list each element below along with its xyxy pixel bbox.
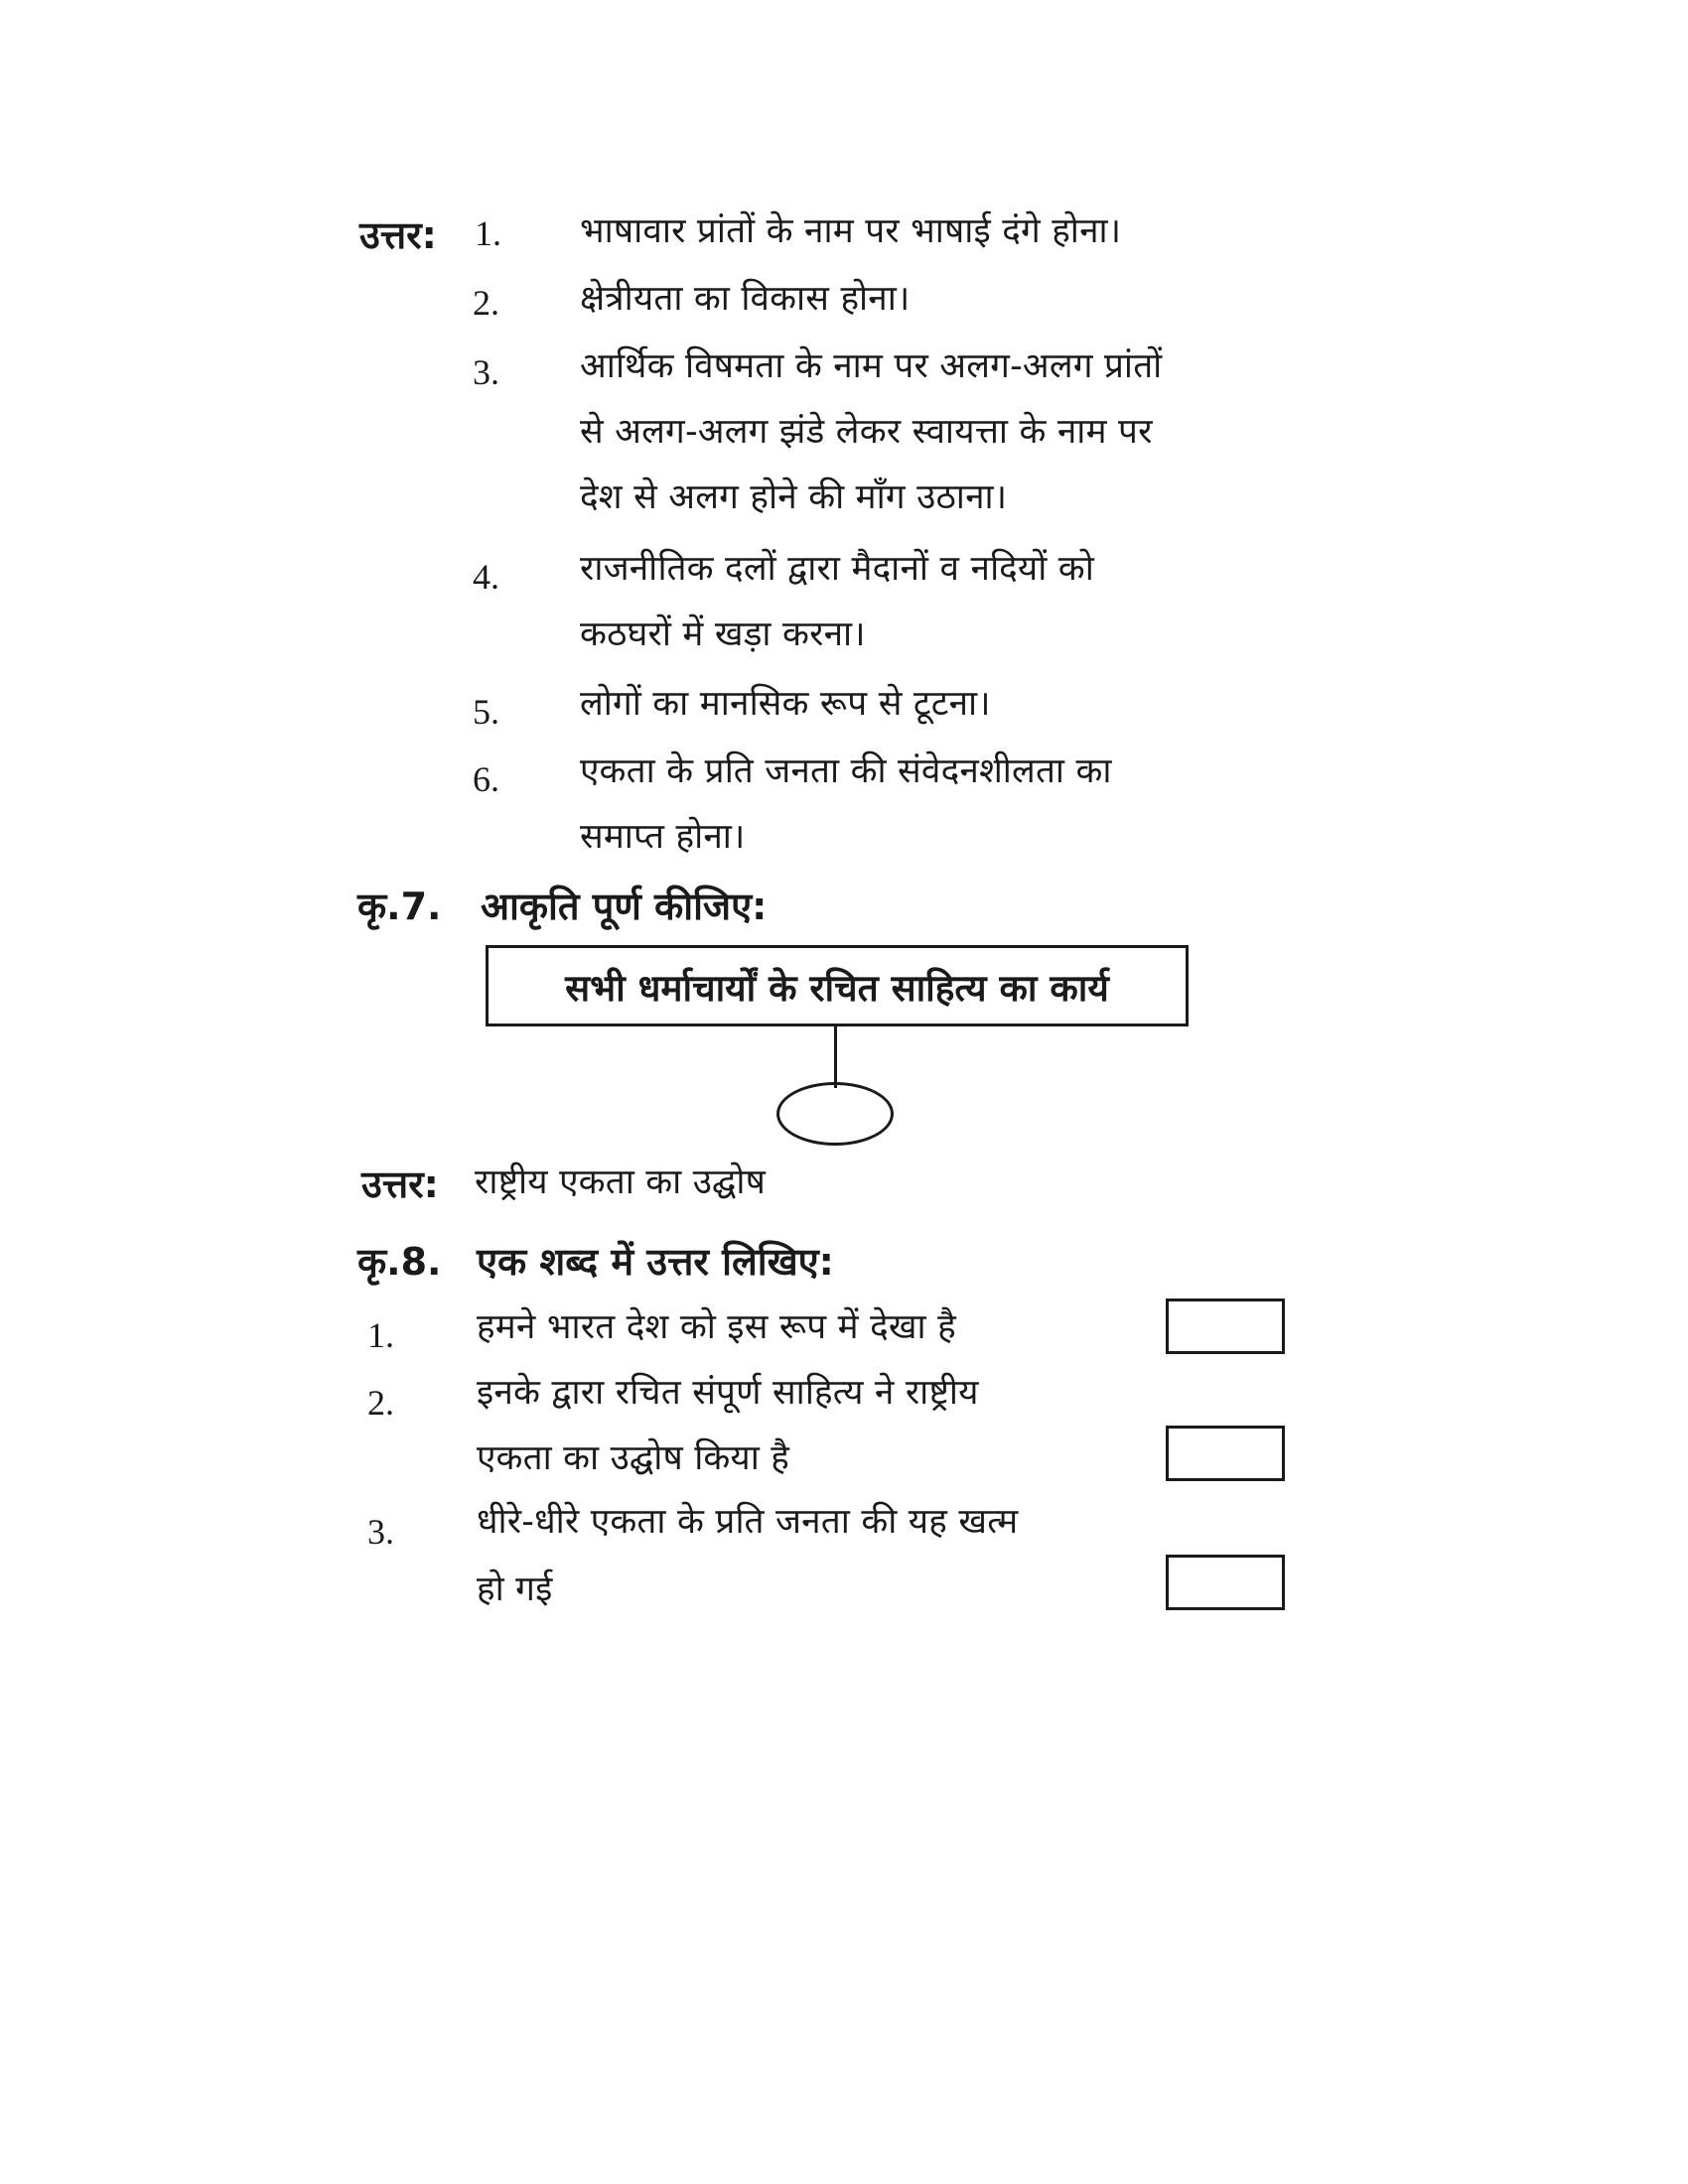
- q8-label: कृ.8.: [357, 1240, 442, 1284]
- answer-item-4-line-2: कठघरों में खड़ा करना।: [580, 614, 866, 654]
- q8-item-1-answer-box[interactable]: [1166, 1298, 1285, 1354]
- answer-item-2-number: 2.: [473, 283, 499, 323]
- answer-item-5-number: 5.: [473, 692, 499, 732]
- answer-item-4-number: 4.: [473, 557, 499, 597]
- q7-heading: आकृति पूर्ण कीजिए:: [481, 885, 768, 928]
- answer-item-3-line-2: से अलग-अलग झंडे लेकर स्वायत्ता के नाम पर: [580, 412, 1153, 452]
- answer-item-3-line-3: देश से अलग होने की माँग उठाना।: [580, 478, 1008, 517]
- answer-item-6-number: 6.: [473, 759, 499, 799]
- answer-item-3-line-1: आर्थिक विषमता के नाम पर अलग-अलग प्रांतों: [580, 346, 1163, 386]
- q8-item-2-number: 2.: [367, 1383, 394, 1423]
- q7-figure-answer-oval: [776, 1082, 894, 1146]
- answer-item-6-line-1: एकता के प्रति जनता की संवेदनशीलता का: [580, 751, 1112, 791]
- q8-item-2-answer-box[interactable]: [1166, 1426, 1285, 1481]
- q7-figure-connector: [834, 1026, 837, 1088]
- answer-item-6-line-2: समाप्त होना।: [580, 817, 746, 857]
- answer-item-2-text: क्षेत्रीयता का विकास होना।: [580, 279, 911, 319]
- q8-heading: एक शब्द में उत्तर लिखिए:: [477, 1240, 834, 1284]
- q7-figure-box: [486, 945, 1189, 1026]
- q8-item-2-line-1: इनके द्वारा रचित संपूर्ण साहित्य ने राष्ट्रीय: [477, 1373, 979, 1413]
- q8-item-3-line-1: धीरे-धीरे एकता के प्रति जनता की यह खत्म: [477, 1502, 1019, 1542]
- answer-item-3-line-1-row: [580, 341, 1285, 388]
- q7-figure-box-text: सभी धर्माचार्यों के रचित साहित्य का कार्य: [565, 966, 1109, 1010]
- q8-item-2-line-2: एकता का उद्घोष किया है: [477, 1438, 790, 1478]
- q8-item-1-number: 1.: [367, 1315, 394, 1355]
- answer-item-3-number: 3.: [473, 352, 499, 392]
- q8-item-1-text: हमने भारत देश को इस रूप में देखा है: [477, 1307, 956, 1347]
- answer-item-4-line-1: राजनीतिक दलों द्वारा मैदानों व नदियों को: [580, 549, 1094, 589]
- q7-answer-text: राष्ट्रीय एकता का उद्घोष: [475, 1162, 767, 1202]
- q8-item-3-line-2: हो गई: [477, 1570, 553, 1609]
- answer-item-5-text: लोगों का मानसिक रूप से टूटना।: [580, 684, 991, 724]
- q8-item-3-answer-box[interactable]: [1166, 1555, 1285, 1610]
- answer-label: उत्तर:: [359, 213, 437, 257]
- q7-answer-label: उत्तर:: [361, 1162, 439, 1206]
- answer-item-1-text: भाषावार प्रांतों के नाम पर भाषाई दंगे होना।: [580, 211, 1122, 251]
- q8-item-3-number: 3.: [367, 1512, 394, 1552]
- answer-item-1-number: 1.: [475, 213, 501, 253]
- q7-label: कृ.7.: [357, 885, 442, 928]
